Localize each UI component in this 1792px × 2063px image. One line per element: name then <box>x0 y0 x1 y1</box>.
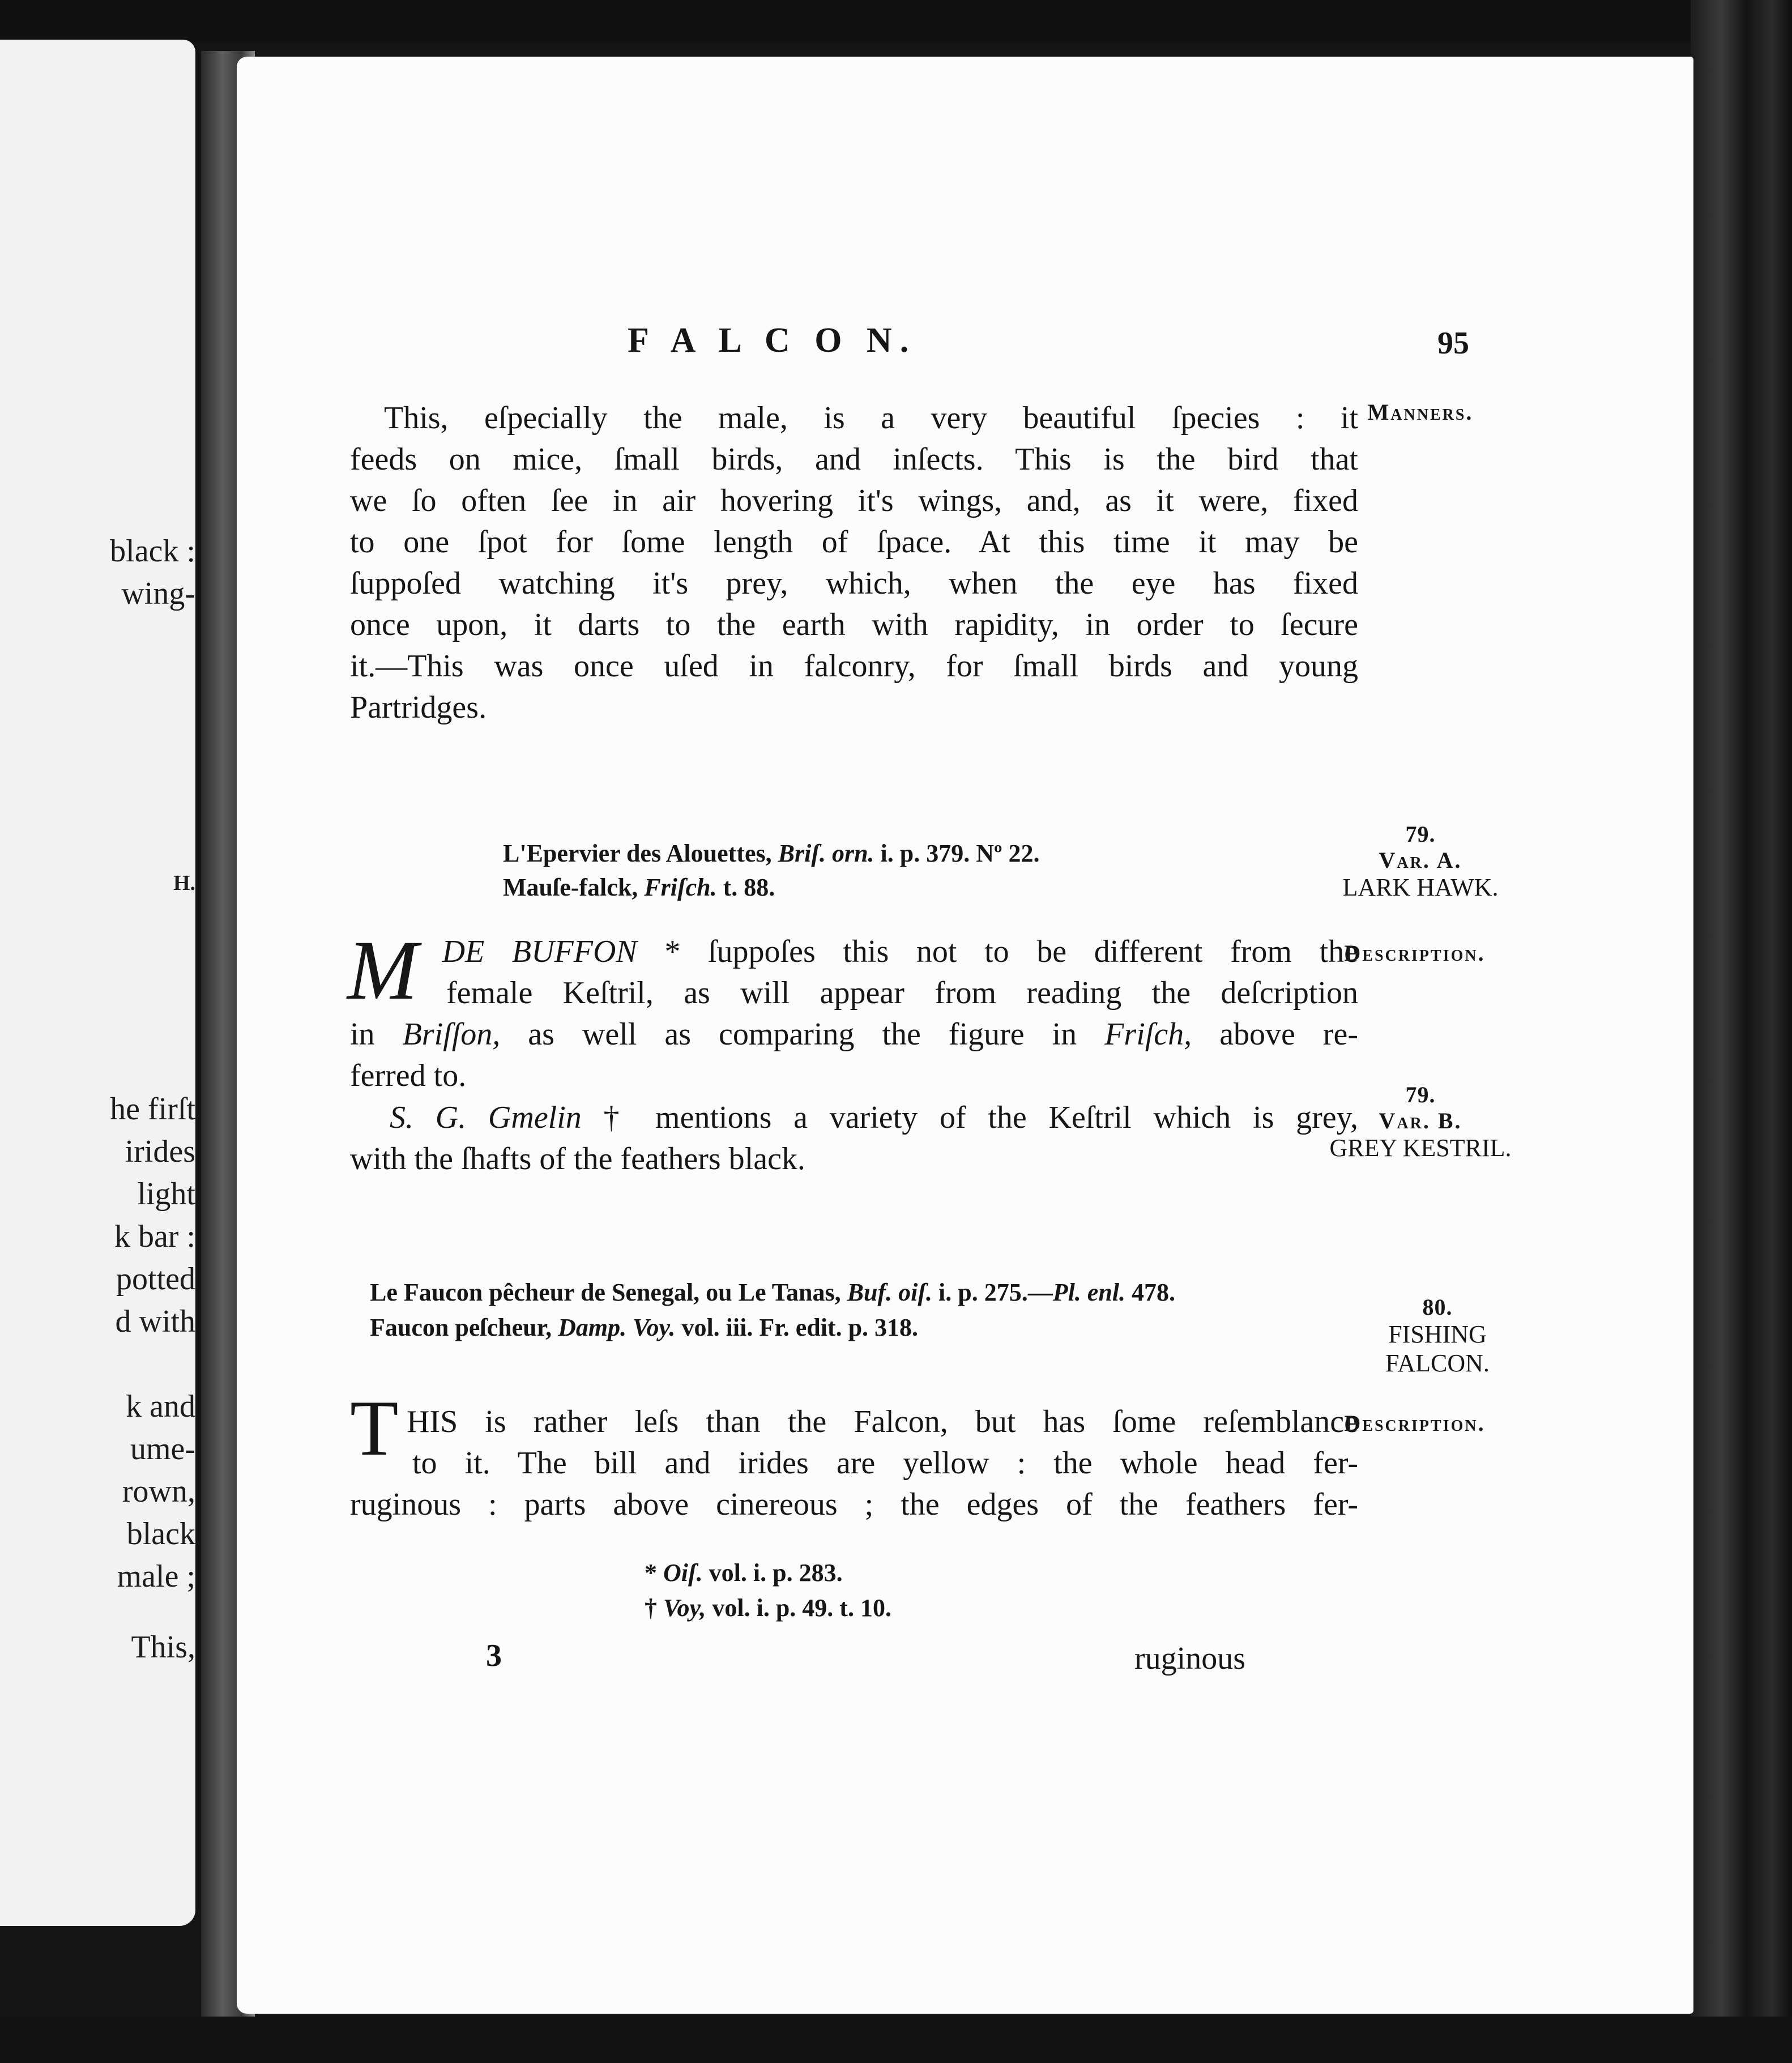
body-line: once upon, it darts to the earth with rapidity, in order to ſecure <box>350 607 1358 642</box>
citation-text: Le Faucon pêcheur de Senegal, ou Le Tanas, <box>370 1278 841 1306</box>
citation-ref: t. 88. <box>723 873 775 901</box>
species-number: 79. <box>1405 1082 1436 1107</box>
drop-cap: T <box>350 1384 399 1472</box>
body-line: with the ſhafts of the feathers black. <box>350 1141 805 1177</box>
body-line: ferred to. <box>350 1058 467 1093</box>
left-fragment: male ; <box>117 1559 195 1594</box>
body-line: This, eſpecially the male, is a very beautiful ſpecies : it <box>384 400 1358 436</box>
species-name: GREY KESTRIL. <box>1329 1134 1512 1162</box>
left-fragment: rown, <box>122 1474 195 1509</box>
variety-label: Var. B. <box>1379 1108 1462 1133</box>
left-fragment: ume- <box>130 1431 195 1467</box>
scan-top-edge <box>0 0 1792 42</box>
left-fragment: black : <box>110 534 195 569</box>
body-text: as well as comparing the figure in <box>528 1017 1077 1052</box>
body-line: to one ſpot for ſome length of ſpace. At this time it may be <box>350 525 1358 560</box>
citation-ref: vol. iii. Fr. edit. p. 318. <box>681 1314 919 1341</box>
left-fragment: k and <box>126 1389 195 1424</box>
margin-heading-var-a <box>1268 821 1573 902</box>
citation-source: Buf. oiſ. <box>847 1278 932 1306</box>
page-number: 95 <box>1437 326 1469 361</box>
variety-label: Var. A. <box>1379 847 1462 873</box>
body-line <box>350 1018 1358 1050</box>
body-line: to it. The bill and irides are yellow : the whole head fer- <box>412 1446 1358 1481</box>
body-line: ſuppoſed watching it's prey, which, when the eye has fixed <box>350 566 1358 601</box>
citation-text: Faucon peſcheur, <box>370 1314 552 1341</box>
footnote-ref: vol. i. p. 283. <box>709 1559 843 1587</box>
margin-label-description: Description. <box>1344 1410 1486 1436</box>
citation-text: Mauſe-falck, <box>503 873 638 901</box>
left-fragment: black <box>126 1516 195 1551</box>
citation-line <box>503 841 1040 866</box>
citation-ref: i. p. 379. Nº 22. <box>880 839 1040 867</box>
left-fragment: he firſt <box>110 1092 195 1127</box>
main-page <box>237 57 1693 2014</box>
footnote <box>645 1596 891 1621</box>
footnote-source: Voy, <box>663 1594 706 1622</box>
body-line: Partridges. <box>350 690 487 725</box>
body-text: in <box>350 1017 375 1052</box>
citation-source: Friſch. <box>644 873 717 901</box>
footnote-source: Oiſ. <box>663 1559 703 1587</box>
citation-text: L'Epervier des Alouettes, <box>503 839 772 867</box>
book-binding-right <box>1691 0 1792 2063</box>
body-line: it.—This was once uſed in falconry, for ſmall birds and young <box>350 649 1358 684</box>
body-line: we ſo often ſee in air hovering it's wings, and, as it were, fixed <box>350 483 1358 518</box>
species-name: FISHING <box>1388 1320 1487 1348</box>
margin-label-description: Description. <box>1344 940 1486 966</box>
author-name: . DE BUFFON <box>407 934 637 969</box>
signature-mark: 3 <box>486 1638 502 1673</box>
running-title: F A L C O N. <box>628 321 917 360</box>
left-fragment: H. <box>173 871 195 895</box>
citation-source: Damp. Voy. <box>558 1314 676 1341</box>
body-text: * ſuppoſes this not to be different from the <box>664 934 1358 969</box>
left-fragment: potted <box>116 1261 195 1297</box>
left-fragment: d with <box>115 1304 195 1339</box>
left-facing-page <box>0 40 195 1926</box>
body-line: HIS is rather leſs than the Falcon, but has ſome reſemblance <box>407 1404 1358 1439</box>
citation-source: Briſ. orn. <box>778 839 874 867</box>
citation-ref: i. p. 275.— <box>938 1278 1053 1306</box>
body-line: feeds on mice, ſmall birds, and inſects. This is the bird that <box>350 442 1358 477</box>
citation-line <box>503 875 775 900</box>
footnote <box>645 1561 843 1585</box>
body-line: ruginous : parts above cinereous ; the edges of the feathers fer- <box>350 1487 1358 1522</box>
citation-line <box>370 1280 1175 1305</box>
left-fragment: irides <box>125 1134 195 1169</box>
scan-bottom-edge <box>0 2017 1792 2063</box>
catchword: ruginous <box>1134 1641 1245 1676</box>
margin-heading-fishing-falcon <box>1302 1294 1573 1378</box>
species-number: 80. <box>1422 1294 1453 1320</box>
left-fragment: k bar : <box>114 1219 195 1254</box>
citation-ref: 478. <box>1132 1278 1176 1306</box>
left-fragment: This, <box>131 1630 195 1665</box>
body-line <box>407 936 1358 967</box>
footnote-mark: † <box>645 1594 657 1622</box>
footnote-ref: vol. i. p. 49. t. 10. <box>712 1594 891 1622</box>
author-name: Briſſon, <box>402 1017 501 1052</box>
citation-source: Pl. enl. <box>1052 1278 1126 1306</box>
species-name: LARK HAWK. <box>1342 873 1499 901</box>
body-line: female Keſtril, as will appear from reading the deſcription <box>446 975 1358 1011</box>
body-text: above re- <box>1219 1017 1359 1052</box>
species-name: FALCON. <box>1385 1349 1490 1377</box>
body-line <box>390 1102 1358 1133</box>
author-name: S. G. Gmelin <box>390 1100 582 1135</box>
left-fragment: light <box>137 1177 195 1212</box>
body-text: † mentions a variety of the Keſtril which is grey, <box>603 1100 1358 1135</box>
author-name: Friſch, <box>1104 1017 1192 1052</box>
footnote-mark: * <box>645 1559 657 1587</box>
margin-label-manners: Manners. <box>1367 399 1474 425</box>
left-fragment: wing- <box>121 576 195 611</box>
drop-cap: M <box>347 923 418 1017</box>
species-number: 79. <box>1405 821 1436 847</box>
citation-line <box>370 1315 918 1340</box>
